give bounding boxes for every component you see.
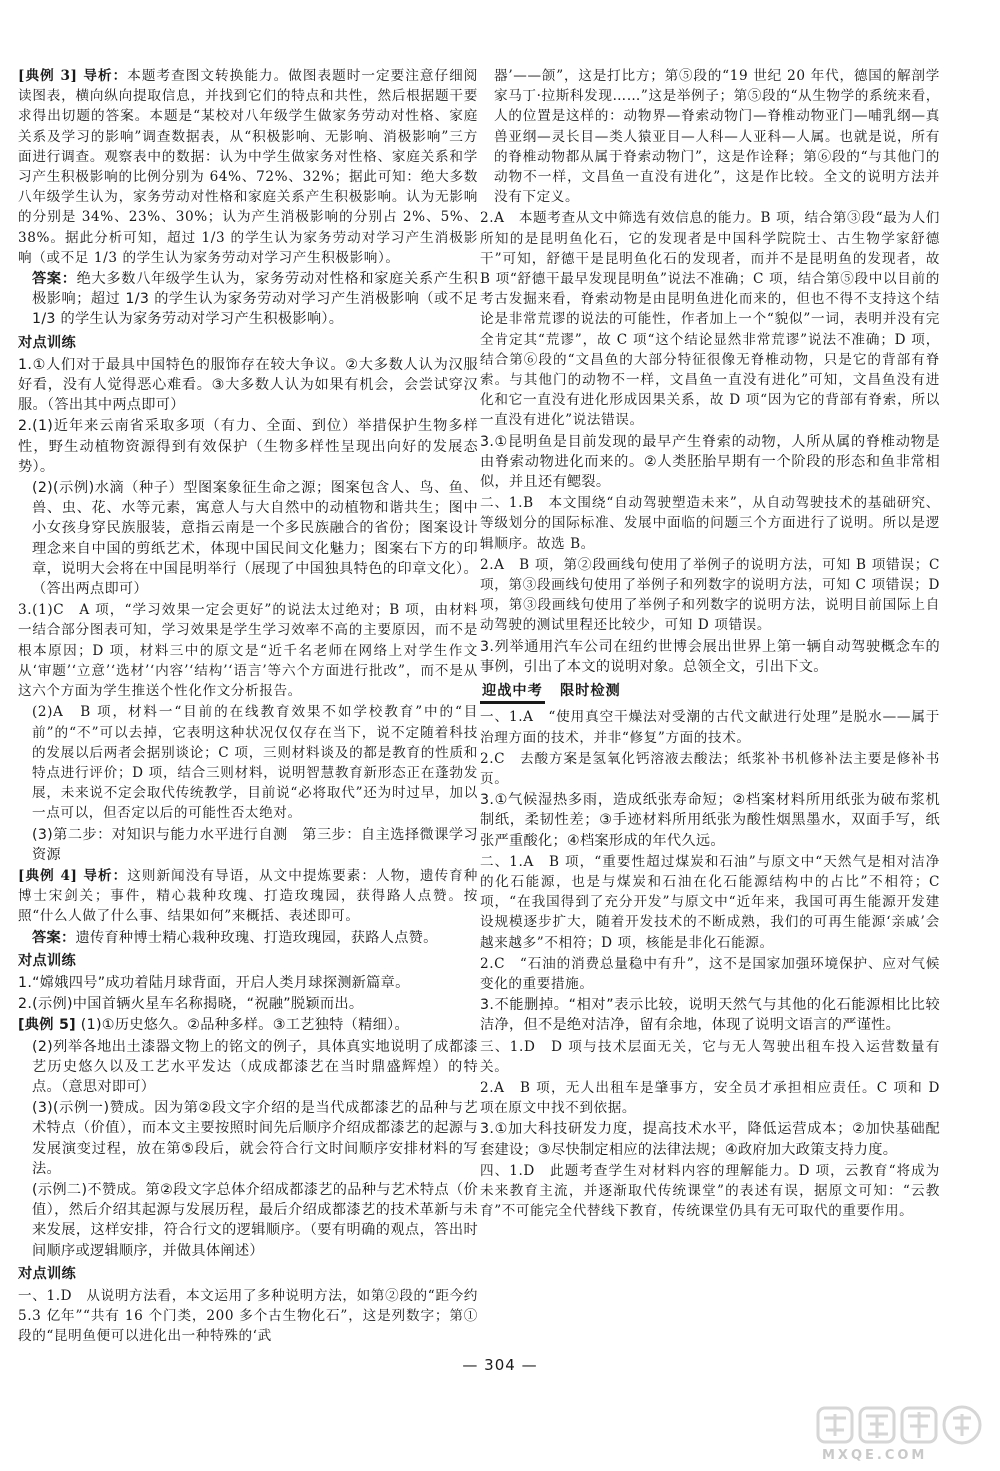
example-4 bbox=[18, 866, 478, 927]
answer-item: 器’——颌”，这是打比方；第⑤段的“19 世纪 20 年代，德国的解剖学家马丁·拉斯科发现……”这是举例子；第⑤段的“从生物学的系统来看，人的位置是这样的：动物界—脊索动物门—脊椎动物亚门—哺乳纲—真兽亚纲—灵长目—类人猿亚目—人科—人亚科—人属。也就是说，所有的脊椎动物都从属于脊索动物门”，这是作诠释；第⑥段的“与其他门的动物不一样，文昌鱼一直没有进化”，这是作比较。全文的说明方法并没有下定义。 bbox=[494, 68, 940, 206]
answer-item: (示例二)不赞成。第②段文字总体介绍成都漆艺的品种与艺术特点（价值），然后介绍其起源与发展历程，最后介绍成都漆艺的技术革新与未来发展，这样安排，符合行文的逻辑顺序。（要有明确的观点，答出时间顺序或逻辑顺序，并做具体阐述） bbox=[32, 1181, 478, 1259]
left-column bbox=[18, 66, 478, 1348]
watermark-text: MXQE.COM bbox=[822, 1448, 928, 1463]
answer-item: 3.不能删掉。“相对”表示比较，说明天然气与其他的化石能源相比比较洁净，但不是绝对洁净，留有余地，体现了说明文语言的严谨性。 bbox=[480, 997, 940, 1034]
example-4-analysis: 这则新闻没有导语，从文中提炼要素：人物，遗传育种博士宋剑关；事件，精心栽种玫瑰、打造玫瑰园，获得路人点赞。按照“什么人做了什么事、结果如何”来概括、表述即可。 bbox=[18, 867, 478, 925]
section-title: 对点训练 bbox=[18, 1265, 76, 1282]
answer-item: 三、1.D D 项与技术层面无关，它与无人驾驶出租车投入运营数量有关。 bbox=[480, 1038, 940, 1075]
example-3-analysis: 本题考查图文转换能力。做图表题时一定要注意仔细阅读图表，横向纵向提取信息，并找到它们的特点和共性，然后根据题干要求得出切题的答案。本题是“某校对八年级学生做家务劳动对性格、家庭关系及学习的影响”调查数据表，从“积极影响、无影响、消极影响”三方面进行调查。观察表中的数据：认为中学生做家务对性格、家庭关系和学习产生积极影响的比例分别为 64%、72%、32%；据此可知：绝大多数八年级学生认为，家务劳动对性格和家庭关系产生积极影响。认为无影响的分别是 34%、23%、30%；认为产生消极影响的分别占 2%、5%、38%。据此分析可知，超过 1/3 的学生认为家务劳动对学习产生消极影响（或不足 1/3 的学生认为家务劳动对学习产生积极影响）。 bbox=[18, 68, 478, 266]
answer-item: 1.①人们对于最具中国特色的服饰存在较大争议。②大多数人认为汉服好看，没有人觉得恶心难看。③大多数人认为如果有机会，会尝试穿汉服。（答出其中两点即可） bbox=[18, 356, 478, 414]
answer-item: (3)(示例一)赞成。因为第②段文字介绍的是当代成都漆艺的品种与艺术特点（价值），而本文主要按照时间先后顺序介绍成都漆艺的起源与发展演变过程，放在第⑤段后，就会符合行文时间顺序安排材料的写法。 bbox=[32, 1100, 478, 1177]
answer-item: 3.①气候湿热多雨，造成纸张寿命短；②档案材料所用纸张为破布浆机制纸，柔韧性差；③手迹材料所用纸张为酸性烟黑墨水，双面手写，纸张严重酸化；④档案形成的年代久远。 bbox=[480, 792, 940, 849]
answer-item: 二、1.B 本文围绕“自动驾驶塑造未来”，从自动驾驶技术的基础研究、等级划分的国际标准、发展中面临的问题三个方面进行了说明。所以是逻辑顺序。故选 B。 bbox=[480, 495, 940, 552]
answer-item: 一、1.D 从说明方法看，本文运用了多种说明方法，如第②段的“距今约 5.3 亿年”“共有 16 个门类，200 多个古生物化石”，这是列数字；第①段的“昆明鱼便可以进化出一种特殊的‘武 bbox=[18, 1287, 478, 1345]
answer-item: 四、1.D 此题考查学生对材料内容的理解能力。D 项，云教育“将成为未来教育主流，并逐渐取代传统课堂”的表述有误，据原文可知：“云教育”不可能完全代替线下教育，传统课堂仍具有无可取代的重要作用。 bbox=[480, 1162, 940, 1220]
answer-item: 2.A B 项，无人出租车是肇事方，安全员才承担相应责任。C 项和 D 项在原文中找不到依据。 bbox=[480, 1079, 940, 1117]
answer-item: 2.C 去酸方案是氢氧化钙溶液去酸法；纸浆补书机修补法主要是修补书页。 bbox=[480, 750, 940, 787]
answer-item: (2)(示例)水滴（种子）型图案象征生命之源；图案包含人、鸟、鱼、兽、虫、花、水等元素，寓意人与大自然中的动植物和谐共生；图中小女孩身穿民族服装，意指云南是一个多民族融合的省份；图案设计理念来自中国的剪纸艺术，体现中国民间文化魅力；图案右下方的印章，说明大会将在中国昆明举行（展现了中国独具特色的印章文化）。（答出两点即可） bbox=[32, 480, 478, 598]
answer-item: (3)第二步：对知识与能力水平进行自测 第三步：自主选择微课学习资源 bbox=[32, 826, 478, 863]
example-5-heading: [典例 5] bbox=[18, 1017, 76, 1034]
example-3-answer bbox=[18, 269, 478, 330]
answer-label: 答案： bbox=[32, 271, 77, 288]
answer-text: 遗传育种博士精心栽种玫瑰、打造玫瑰园，获路人点赞。 bbox=[75, 929, 438, 946]
banner-title: 迎战中考 bbox=[480, 681, 545, 704]
answer-item: (2)列举各地出土漆器文物上的铭文的例子，具体真实地说明了成都漆艺历史悠久以及工艺水平发达（成成都漆艺在当时鼎盛辉煌）的特点。（意思对即可） bbox=[32, 1038, 478, 1095]
answer-item: 一、1.A “使用真空干燥法对受潮的古代文献进行处理”是脱水——属于治理方面的技术，并非“修复”方面的技术。 bbox=[480, 709, 940, 746]
answer-item: 3.①加大科技研发力度，提高技术水平，降低运营成本；②加快基础配套建设；③尽快制定相应的法律法规；④政府加大政策支持力度。 bbox=[480, 1121, 940, 1158]
answer-item: 3.列举通用汽车公司在纽约世博会展出世界上第一辆自动驾驶概念车的事例，引出了本文的说明对象。总领全文，引出下文。 bbox=[480, 638, 940, 675]
answer-item: 1.“嫦娥四号”成功着陆月球背面，开启人类月球探测新篇章。 bbox=[18, 974, 410, 991]
section-title: 对点训练 bbox=[18, 334, 76, 351]
answer-item: 2.(示例)中国首辆火星车名称揭晓，“祝融”脱颖而出。 bbox=[18, 996, 364, 1013]
answer-text: 绝大多数八年级学生认为，家务劳动对性格和家庭关系产生积极影响；超过 1/3 的学生认为家务劳动对学习产生消极影响（或不足 1/3 的学生认为家务劳动对学习产生积极影响）。 bbox=[32, 271, 478, 328]
answer-text: (1)①历史悠久。②品种多样。③工艺独特（精细）。 bbox=[80, 1017, 409, 1034]
example-5 bbox=[18, 1015, 478, 1035]
answer-item: 2.A B 项，第②段画线句使用了举例子的说明方法，可知 B 项错误；C 项，第③段画线句使用了举例子和列数字的说明方法，可知 C 项错误；D 项，第③段画线句使用了举例子和列数字的说明方法，说明目前国际上自动驾驶的测试里程还比较少，可知 D 项错误。 bbox=[480, 556, 940, 634]
banner-subtitle: 限时检测 bbox=[559, 683, 621, 700]
answer-item: 3.(1)C A 项，“学习效果一定会更好”的说法太过绝对；B 项，由材料一结合部分图表可知，学习效果是学生学习效率不高的主要原因，而不是根本原因；D 项，材料三中的原文是“近千名老师在网络上对学生作文从‘审题’‘立意’‘选材’‘内容’‘结构’‘语言’等六个方面进行批改”，而不是从这六个方面为学生推送个性化作文分析报告。 bbox=[18, 602, 478, 700]
right-column bbox=[480, 66, 940, 1222]
answer-item: 2.(1)近年来云南省采取多项（有力、全面、到位）举措保护生物多样性，野生动植物资源得到有效保护（生物多样性呈现出向好的发展态势）。 bbox=[18, 418, 478, 475]
answer-item: 2.C “石油的消费总量稳中有升”，这不是国家加强环境保护、应对气候变化的重要措施。 bbox=[480, 955, 940, 992]
answer-item: 3.①昆明鱼是目前发现的最早产生脊索的动物，人所从属的脊椎动物是由脊索动物进化而来的。②人类胚胎早期有一个阶段的形态和鱼非常相似，并且还有鳃裂。 bbox=[480, 433, 940, 491]
answer-item: 二、1.A B 项，“重要性超过煤炭和石油”与原文中“天然气是相对洁净的化石能源，也是与煤炭和石油在化石能源结构中的占比”不相符；C 项，“在我国得到了充分开发”与原文中“近年来，我国可再生能源开发建设规模逐步扩大，随着开发技术的不断成熟，我们的可再生能源‘亲戚’会越来越多”不相符；D 项，核能是非化石能源。 bbox=[480, 853, 940, 951]
answer-item: (2)A B 项，材料一“目前的在线教育效果不如学校教育”中的“目前”的“不”可以去掉，它表明这种状况仅仅存在当下，说不定随着科技的发展以后两者会据别谈论；C 项，三则材料谈及的都是教育的性质和特点进行评价；D 项，结合三则材料，说明智慧教育新形态正在蓬勃发展，未来说不定会取代传统教学，目前说“必将取代”还为时过早，加以一点可以，但否定以后的可能性否太绝对。 bbox=[32, 704, 478, 822]
answer-item: 2.A 本题考查从文中筛选有效信息的能力。B 项，结合第③段“最为人们所知的是昆明鱼化石，它的发现者是中国科学院院士、古生物学家舒德干”可知，舒德干是昆明鱼化石的发现者，而并不是昆明鱼的发现者，故 B 项“舒德干最早发现昆明鱼”说法不准确；C 项，结合第⑤段中以目前的考古发掘来看，脊索动物是由昆明鱼进化而来的，但也不得不支持这个结论是非常荒谬的说法的可能性，作者加上一个“貌似”一词，表明并没有完全肯定其“荒谬”，故 C 项“这个结论显然非常荒谬”说法不准确；D 项，结合第⑥段的“文昌鱼的大部分特征很像无脊椎动物，只是它的背部有脊索。与其他门的动物不一样，文昌鱼一直没有进化”可知，文昌鱼没有进化和它一直没有进化形成因果关系，故 D 项“因为它的背部有脊索，所以一直没有进化”说法错误。 bbox=[480, 210, 940, 429]
example-4-heading: [典例 4] 导析： bbox=[18, 867, 128, 884]
example-4-answer bbox=[18, 928, 478, 948]
example-3-heading: [典例 3] 导析： bbox=[18, 68, 128, 84]
example-3 bbox=[18, 66, 478, 268]
answer-label: 答案： bbox=[32, 929, 76, 946]
section-title: 对点训练 bbox=[18, 952, 76, 969]
section-banner bbox=[480, 681, 940, 704]
page-number: — 304 — bbox=[462, 1356, 538, 1374]
